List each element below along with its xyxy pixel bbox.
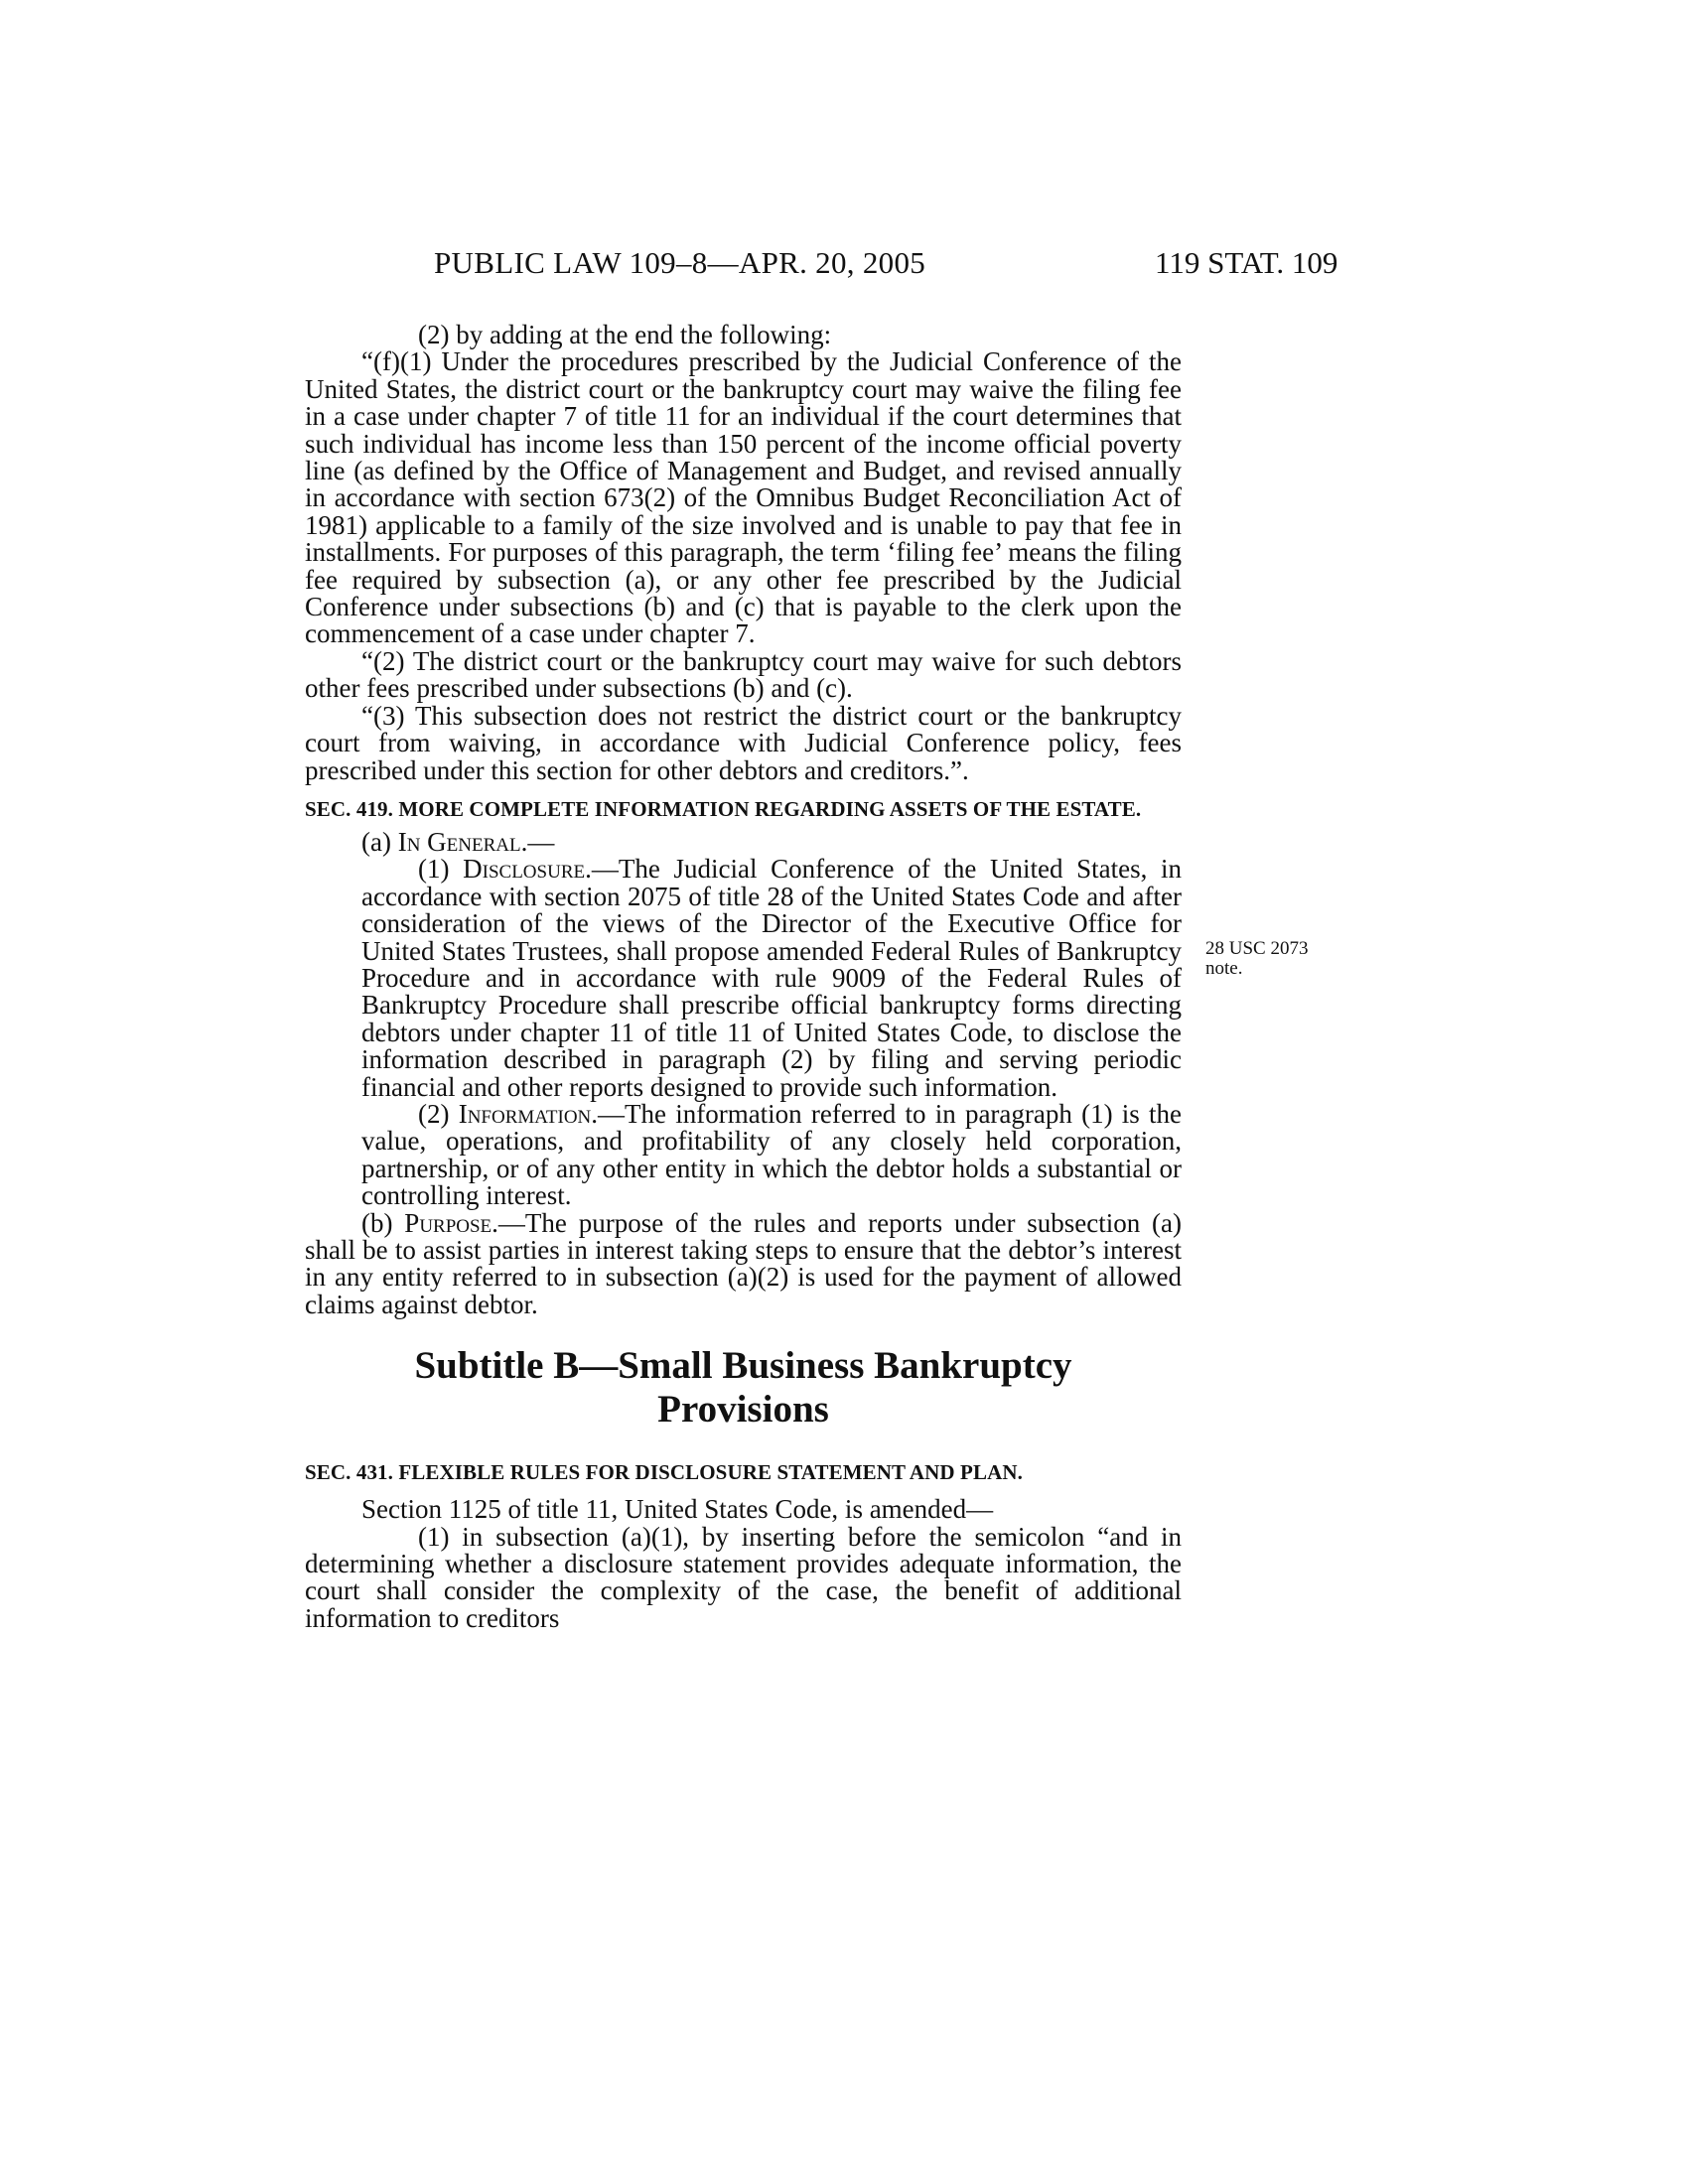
paragraph-a1-label: (1)	[418, 854, 464, 885]
subsection-b-label: (b)	[361, 1207, 405, 1238]
paragraph-2-intro: (2) by adding at the end the following:	[418, 320, 832, 349]
section-431-paragraph-1: (1) in subsection (a)(1), by inserting before the semicolon “and in determining whether a disclosure statement provides adequate information, the court shall consider the complexity of the case, the benefit of additional information to creditors	[305, 1521, 1182, 1633]
page-number: 119 STAT. 109	[1155, 245, 1338, 280]
paragraph-a2-label: (2)	[418, 1098, 459, 1129]
paragraph-a1-title: Disclosure.	[463, 854, 592, 885]
paragraph-f1: “(f)(1) Under the procedures prescribed by the Judicial Conference of the United States, the district court or the bankruptcy court may waive the filing fee in a case under chapter 7 of title 11 for an individual if the court determines that such individual has income less than 150 percent of the income official poverty line (as defined by the Office of Management and Budget, and revised annually in accordance with section 673(2) of the Omnibus Budget Reconciliation Act of 1981) applicable to a family of the size involved and is unable to pay that fee in installments. For purposes of this paragraph, the term ‘filing fee’ means the filing fee required by subsection (a), or any other fee prescribed by the Judicial Conference under subsections (b) and (c) that is payable to the clerk upon the commencement of a case under chapter 7.	[305, 346, 1182, 649]
margin-note: 28 USC 2073 note.	[1205, 938, 1309, 979]
section-419-heading: SEC. 419. MORE COMPLETE INFORMATION REGARDING ASSETS OF THE ESTATE.	[305, 796, 1142, 821]
paragraph-a1-text: —The Judicial Conference of the United States, in accordance with section 2075 of title 28 of the United States Code and after consideration of the views of the Director of the Executive Office for United States Trustees, shall propose amended Federal Rules of Bankruptcy Procedure and in accordance with rule 9009 of the Federal Rules of Bankruptcy Procedure shall prescribe official bankruptcy forms directing debtors under chapter 11 of title 11 of United States Code, to disclose the information described in paragraph (2) by filing and serving periodic financial and other reports designed to provide such information.	[361, 854, 1183, 1102]
paragraph-f2: “(2) The district court or the bankruptcy court may waive for such debtors other fees prescribed under subsections (b) and (c).	[305, 645, 1182, 704]
subsection-b-text: —The purpose of the rules and reports under subsection (a) shall be to assist parties in interest taking steps to ensure that the debtor’s interest in any entity referred to in subsection (a)(2) is used for the payment of allowed claims against debtor.	[305, 1207, 1182, 1319]
paragraph-a2	[305, 1098, 1183, 1211]
main-column	[305, 322, 1182, 1632]
section-431-intro: Section 1125 of title 11, United States Code, is amended—	[361, 1494, 994, 1525]
section-431-heading: SEC. 431. FLEXIBLE RULES FOR DISCLOSURE STATEMENT AND PLAN.	[305, 1460, 1023, 1485]
subsection-a-label: (a)	[361, 826, 398, 857]
subsection-a-dash: —	[527, 826, 555, 857]
paragraph-a2-title: Information.	[458, 1098, 599, 1129]
paragraph-a1	[305, 856, 1182, 1101]
running-header-title: PUBLIC LAW 109–8—APR. 20, 2005	[434, 245, 926, 280]
paragraph-a2-text: —The information referred to in paragraph (1) is the value, operations, and profitability of any closely held corporation, partnership, or of any other entity in which the debtor holds a substantial or controlling interest.	[361, 1098, 1183, 1211]
subtitle-heading: Subtitle B—Small Business Bankruptcy Provisions	[414, 1344, 1072, 1432]
paragraph-f3: “(3) This subsection does not restrict the district court or the bankruptcy court from waiving, in accordance with Judicial Conference policy, fees prescribed under this section for other debtors and creditors.”.	[305, 700, 1182, 785]
subsection-a-title: In General.	[397, 826, 528, 857]
subsection-a-heading	[305, 826, 1182, 857]
subsection-b	[305, 1207, 1182, 1319]
subsection-b-title: Purpose.	[404, 1207, 498, 1238]
